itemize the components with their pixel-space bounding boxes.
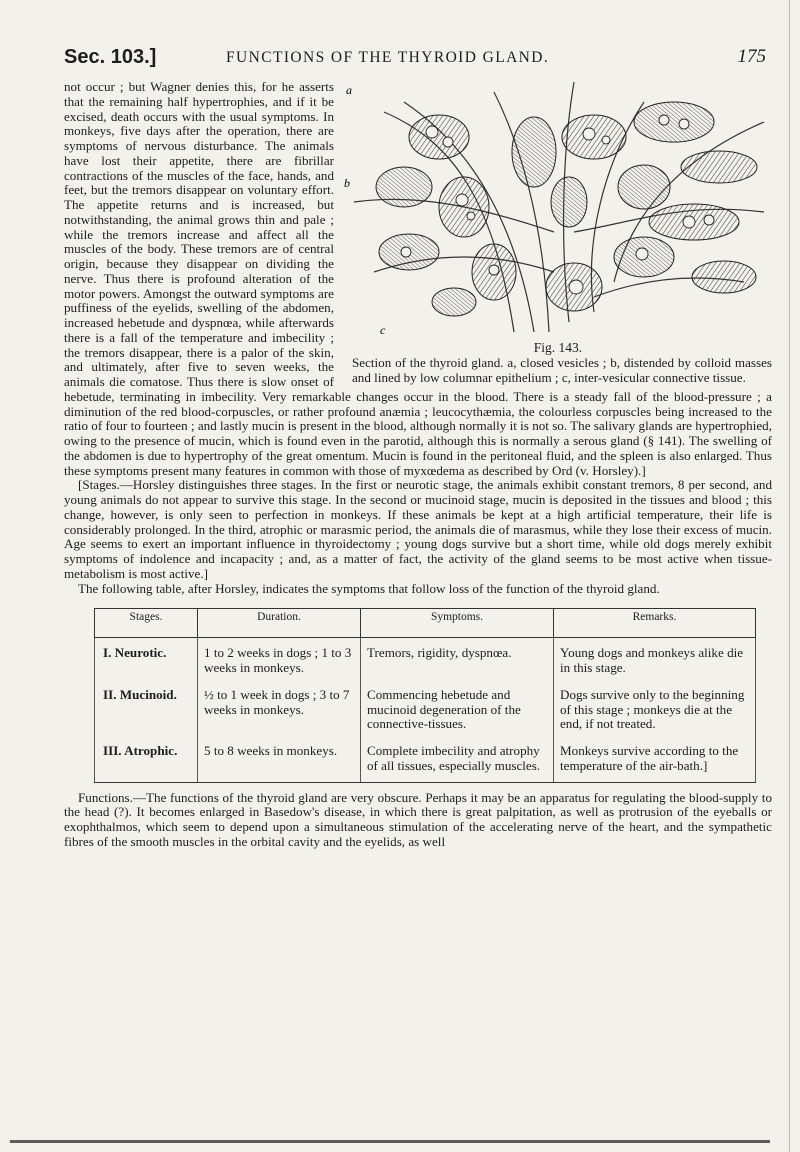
running-header	[64, 40, 772, 80]
col-header-remarks: Remarks.	[554, 609, 756, 638]
col-header-duration: Duration.	[198, 609, 361, 638]
table-header-row	[95, 609, 756, 638]
functions-paragraph: Functions.—The functions of the thyroid gland are very obscure. Perhaps it may be an apparatus for regulating the blood-supply to the head (?). It becomes enlarged in Basedow's disease, in which there is great palpitation, as well as protrusion of the eyeballs or exophthalmos, which seem to depend upon a simultaneous stimulation of the accelerating nerve of the heart, and the sympathetic fibres of the smooth muscles in the orbital cavity and the eyelids, as well	[64, 789, 772, 849]
cell-duration: 1 to 2 weeks in dogs ; 1 to 3 weeks in monkeys.	[198, 638, 361, 680]
col-header-stages: Stages.	[95, 609, 198, 638]
table-row	[95, 680, 756, 736]
cell-symptoms: Complete imbecility and atrophy of all tissues, especially muscles.	[361, 736, 554, 782]
stages-paragraph: [Stages.—Horsley distinguishes three stages. In the first or neurotic stage, the animals exhibit constant tremors, 8 per second, and young animals do not appear to survive this stage. In the second or mucinoid stage, mucin is deposited in the tissues and blood ; this change, however, is only seen to perfection in monkeys. If these animals be kept at a high artificial temperature, their life is considerably prolonged. In the third, atrophic or marasmic period, the animals die of marasmus, while they lose their excess of mucin. Age seems to exert an important influence in thyroidectomy ; young dogs survive but a short time, while old dogs merely exhibit symptoms of indolence and incapacity ; and, as a matter of fact, the activity of the gland seems to be most active when tissue-metabolism is most active.]	[64, 477, 772, 581]
thyroid-section-illustration	[344, 82, 772, 337]
scan-bottom-edge	[10, 1140, 770, 1143]
cell-duration: ½ to 1 week in dogs ; 3 to 7 weeks in monkeys.	[198, 680, 361, 736]
figure-caption: Section of the thyroid gland. a, closed vesicles ; b, distended by colloid masses and lined by low columnar epithelium ; c, inter-vesicular connective tissue.	[352, 355, 772, 385]
table-intro: The following table, after Horsley, indicates the symptoms that follow loss of the function of the thyroid gland.	[78, 580, 660, 596]
cell-stage: III. Atrophic.	[95, 736, 198, 782]
running-title: FUNCTIONS OF THE THYROID GLAND.	[226, 49, 550, 66]
page	[64, 40, 772, 850]
scan-edge-line	[789, 0, 790, 1152]
section-label: Sec. 103.]	[64, 46, 157, 68]
figure-label-b: b	[344, 176, 350, 190]
cell-symptoms: Tremors, rigidity, dyspnœa.	[361, 638, 554, 680]
figure-number: Fig. 143.	[533, 340, 583, 355]
col-header-symptoms: Symptoms.	[361, 609, 554, 638]
page-number: 175	[737, 46, 766, 67]
figure-143	[344, 82, 772, 386]
cell-stage: II. Mucinoid.	[95, 680, 198, 736]
figure-label-c: c	[380, 323, 386, 337]
cell-remarks: Dogs survive only to the beginning of this stage ; monkeys die at the end, if not treated.	[554, 680, 756, 736]
cell-remarks: Monkeys survive according to the temperature of the air-bath.]	[554, 736, 756, 782]
stages-table	[94, 608, 756, 782]
cell-symptoms: Commencing hebetude and mucinoid degeneration of the connective-tissues.	[361, 680, 554, 736]
figure-label-a: a	[346, 83, 352, 97]
cell-duration: 5 to 8 weeks in monkeys.	[198, 736, 361, 782]
table-row	[95, 736, 756, 782]
table-row	[95, 638, 756, 680]
cell-remarks: Young dogs and monkeys alike die in this stage.	[554, 638, 756, 680]
intro-paragraph: not occur ; but Wagner denies this, for he asserts that the remaining half hypertrophies, and if it be excised, death occurs with the usual symptoms. In monkeys, five days after the operation, there are symptoms of nervous disturbance. The animals have lost their appetite, there are fibrillar contractions of the muscles of the face, hands, and feet, but the tremors disappear on voluntary effort. The appetite returns and is increased, but notwithstanding, the animal grows thin and pale ; while the tremors increase and affect all the muscles of the body. These tremors are of central origin, because they disappear on dividing the nerve. Thus there is profound alteration of the motor powers. Amongst the outward symptoms are puffiness of the eyelids, swelling of the abdomen, increased hebetude and dyspnœa, while afterwards there is a fall of the temperature and imbecility ; the tremors disappear, there is a palor of the skin, and ultimately, after five to seven weeks, the animals die comatose. Thus there is slow onset of hebetude, terminating in imbecility. Very remarkable changes occur in the blood. There is a steady fall of the blood-pressure ; a diminution of the red blood-corpuscles, or rather profound anæmia ; leucocythæmia, the colourless corpuscles being increased to the ratio of four to fourteen ; and lastly mucin is present in the blood, although normally it is not so. The salivary glands are hypertrophied, owing to the presence of mucin, which is found even in the parotid, although this is normally a serous gland (§ 141). The swelling of the abdomen is due to hypertrophy of the great omentum. Mucin is found in the peritoneal fluid, and the spleen is also enlarged. Thus these symptoms present many features in common with those of myxœdema as described by Ord (v. Horsley).]	[64, 79, 772, 478]
cell-stage: I. Neurotic.	[95, 638, 198, 680]
